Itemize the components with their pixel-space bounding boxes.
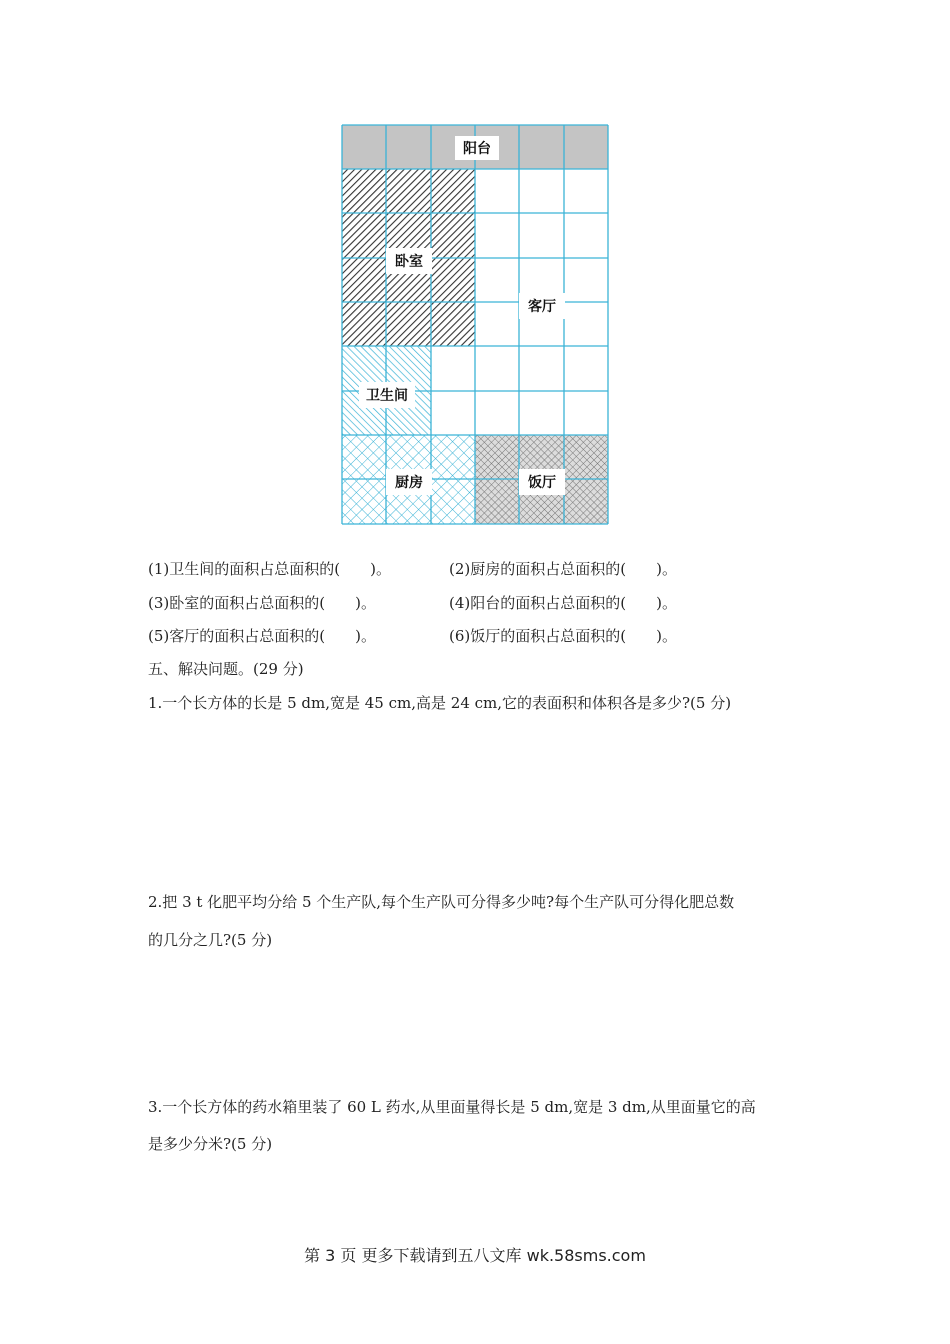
- question-4: (4)阳台的面积占总面积的( )。: [449, 594, 677, 612]
- floor-plan-grid: [0, 0, 950, 540]
- question-5: (5)客厅的面积占总面积的( )。: [148, 627, 376, 645]
- label-bedroom: [386, 248, 432, 274]
- problem-1: 1.一个长方体的长是 5 dm,宽是 45 cm,高是 24 cm,它的表面积和体积各是多少?(5 分): [148, 694, 732, 712]
- label-dining-room: [519, 469, 565, 495]
- label-bathroom-text: 卫生间: [366, 388, 408, 404]
- label-bathroom: [359, 382, 415, 408]
- question-1: (1)卫生间的面积占总面积的( )。: [148, 560, 391, 578]
- label-bedroom-text: 卧室: [395, 254, 423, 270]
- label-living-room: [519, 293, 565, 319]
- section-5-title: 五、解决问题。(29 分): [148, 660, 304, 678]
- problem-2-line-2: 的几分之几?(5 分): [148, 931, 273, 949]
- label-kitchen-text: 厨房: [395, 475, 423, 491]
- question-3: (3)卧室的面积占总面积的( )。: [148, 594, 376, 612]
- label-dining-room-text: 饭厅: [528, 475, 556, 491]
- label-balcony: [455, 136, 499, 160]
- question-2: (2)厨房的面积占总面积的( )。: [449, 560, 677, 578]
- label-balcony-text: 阳台: [463, 141, 491, 157]
- label-kitchen: [386, 469, 432, 495]
- page-footer: 第 3 页 更多下载请到五八文库 wk.58sms.com: [304, 1246, 646, 1265]
- question-6: (6)饭厅的面积占总面积的( )。: [449, 627, 677, 645]
- label-living-room-text: 客厅: [528, 299, 556, 315]
- problem-3-line-1: 3.一个长方体的药水箱里装了 60 L 药水,从里面量得长是 5 dm,宽是 3 dm,从里面量它的高: [148, 1098, 756, 1116]
- problem-2-line-1: 2.把 3 t 化肥平均分给 5 个生产队,每个生产队可分得多少吨?每个生产队可分得化肥总数: [148, 893, 735, 911]
- problem-3-line-2: 是多少分米?(5 分): [148, 1135, 273, 1153]
